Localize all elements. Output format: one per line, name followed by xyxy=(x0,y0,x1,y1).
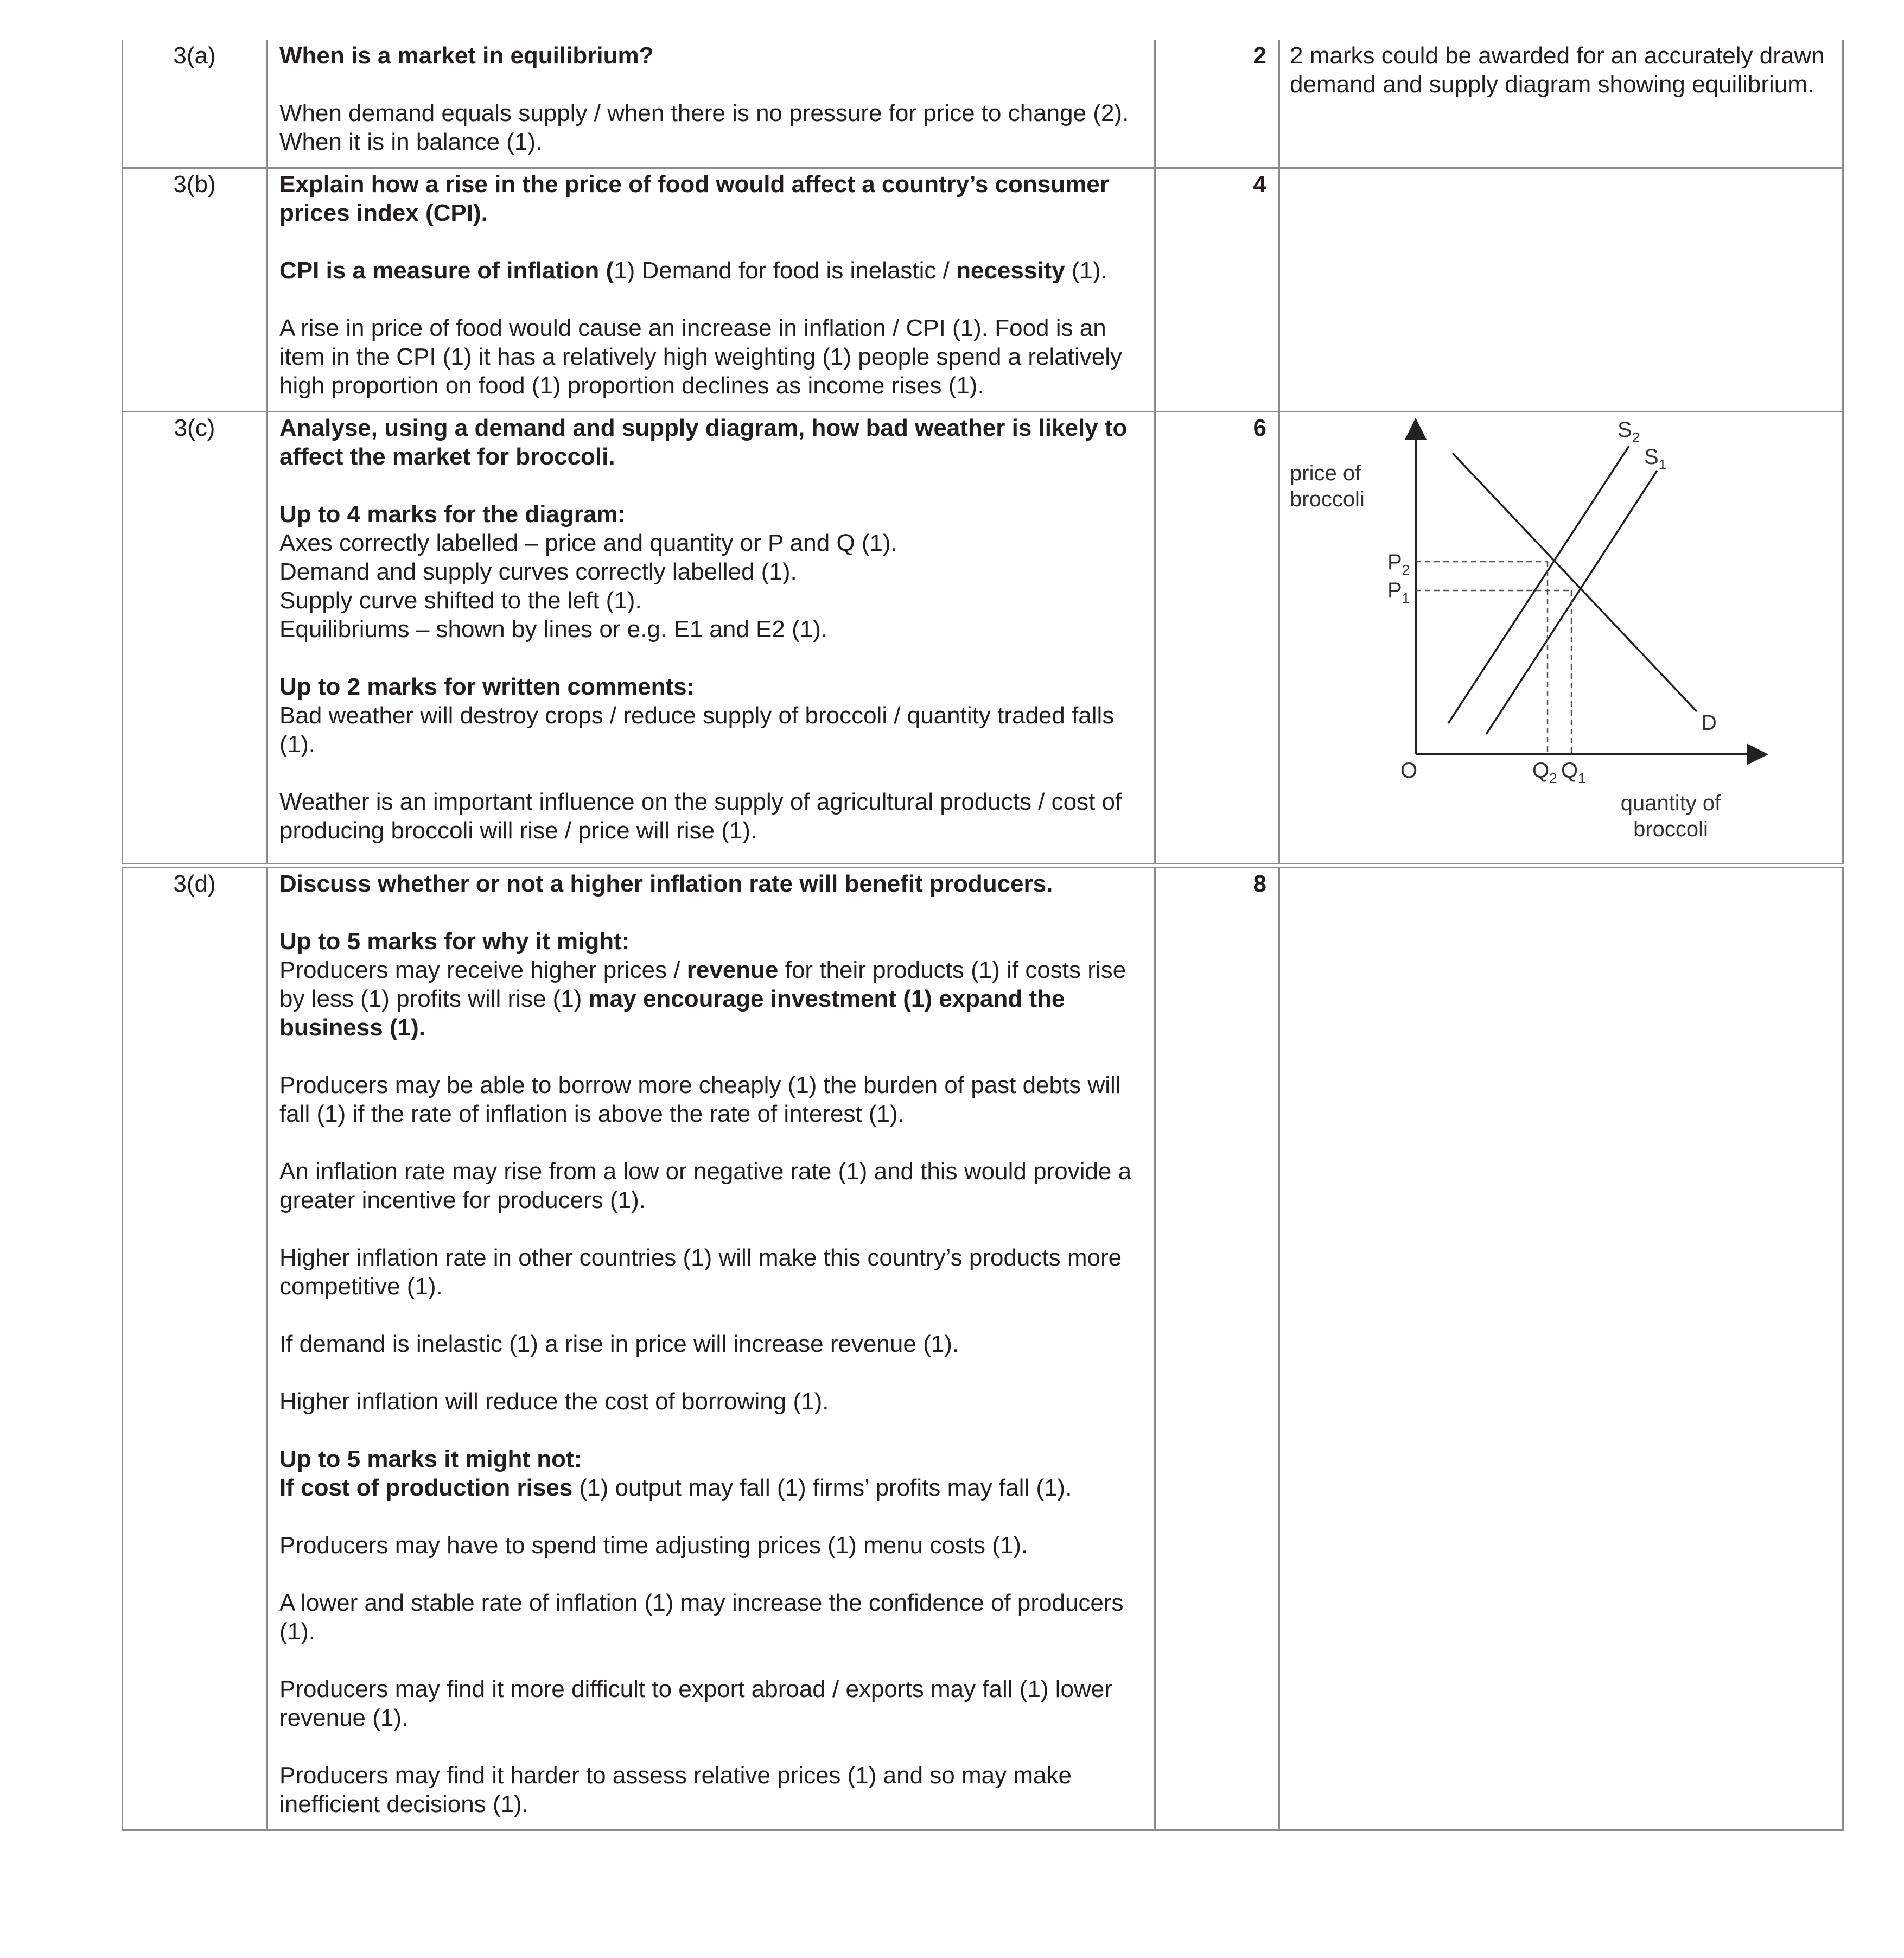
p1-label: $P_1$ xyxy=(1387,578,1410,606)
answer-paragraph xyxy=(279,1330,1142,1358)
bold-text-run: necessity xyxy=(956,257,1065,284)
answer-paragraph xyxy=(279,1675,1142,1732)
text-run: (1). xyxy=(1065,257,1107,284)
answer-paragraph xyxy=(279,787,1142,845)
question-number: 3(d) xyxy=(123,866,267,1830)
demand-curve xyxy=(1453,453,1697,711)
answer-paragraph xyxy=(279,256,1142,285)
answer-paragraph xyxy=(279,1243,1142,1301)
table-row xyxy=(123,168,1843,412)
supply-demand-diagram xyxy=(1280,412,1823,863)
answer-paragraph xyxy=(279,869,1142,898)
answer-paragraph xyxy=(279,1445,1142,1502)
mark-scheme-table xyxy=(122,40,1844,1831)
q1-label: $Q_1$ xyxy=(1561,759,1586,786)
question-number: 3(b) xyxy=(123,168,267,412)
d-label: D xyxy=(1701,711,1717,735)
y-axis-label: price of broccoli xyxy=(1290,461,1365,511)
bold-text-run: CPI is a measure of inflation ( xyxy=(279,257,614,284)
x-axis-label: quantity of broccoli xyxy=(1620,791,1721,841)
text-run: An inflation rate may rise from a low or negative rate (1) and this would provide a greater incentive for producers (1). xyxy=(279,1158,1132,1213)
table-row xyxy=(123,40,1843,168)
text-run: Producers may be able to borrow more cheaply (1) the burden of past debts will fall (1) if the rate of inflation is above the rate of interest (1). xyxy=(279,1072,1121,1127)
text-run: 1) Demand for food is inelastic / xyxy=(614,257,957,284)
text-run: (1) output may fall (1) firms’ profits may fall (1). xyxy=(572,1474,1072,1501)
q2-label: $Q_2$ xyxy=(1532,759,1557,786)
text-run: If demand is inelastic (1) a rise in price will increase revenue (1). xyxy=(279,1331,959,1357)
bold-text-run: Discuss whether or not a higher inflation rate will benefit producers. xyxy=(279,870,1053,897)
answer-paragraph xyxy=(279,1588,1142,1646)
bold-text-run: Analyse, using a demand and supply diagram, how bad weather is likely to affect the market for broccoli. xyxy=(279,415,1128,470)
table-row xyxy=(123,866,1843,1830)
text-run: A rise in price of food would cause an increase in inflation / CPI (1). Food is an item in the CPI (1) it has a relatively high weighting (1) people spend a relatively high proportion on food (1) proportion declines as income rises (1). xyxy=(279,315,1123,399)
marks-cell: 6 xyxy=(1155,412,1279,866)
bold-text-run: Explain how a rise in the price of food would affect a country’s consumer prices index (CPI). xyxy=(279,171,1109,226)
p2-label: $P_2$ xyxy=(1387,550,1410,578)
bold-text-run: Up to 5 marks for why it might: xyxy=(279,928,630,955)
text-run: Producers may find it more difficult to export abroad / exports may fall (1) lower revenue (1). xyxy=(279,1676,1112,1731)
mark-scheme-page xyxy=(122,40,1825,1831)
answer-paragraph xyxy=(279,414,1142,471)
bold-text-run: Up to 5 marks it might not: If cost of production rises xyxy=(279,1446,582,1501)
table-row xyxy=(123,412,1843,866)
answer-cell xyxy=(267,168,1155,412)
answer-paragraph xyxy=(279,314,1142,400)
text-run: for their products (1) if costs rise by less (1) profits will rise (1) xyxy=(279,957,1126,1012)
answer-paragraph xyxy=(279,41,1142,70)
answer-cell xyxy=(267,40,1155,168)
bold-text-run: revenue xyxy=(686,957,779,983)
answer-paragraph xyxy=(279,1387,1142,1416)
answer-text xyxy=(279,869,1142,1819)
text-run: Producers may find it harder to assess relative prices (1) and so may make inefficient decisions (1). xyxy=(279,1762,1072,1817)
text-run: Producers may have to spend time adjusting prices (1) menu costs (1). xyxy=(279,1532,1028,1559)
guidance-cell: 2 marks could be awarded for an accurately drawn demand and supply diagram showing equilibrium. xyxy=(1279,40,1843,168)
answer-cell xyxy=(267,412,1155,866)
text-run: Higher inflation rate in other countries (1) will make this country’s products more competitive (1). xyxy=(279,1244,1122,1300)
s1-label: $S_1$ xyxy=(1644,445,1667,473)
text-run: Weather is an important influence on the supply of agricultural products / cost of producing broccoli will rise / price will rise (1). xyxy=(279,789,1122,844)
answer-paragraph xyxy=(279,1761,1142,1819)
text-run: Producers may receive higher prices / xyxy=(279,957,680,983)
marks-cell: 8 xyxy=(1155,866,1279,1830)
answer-paragraph xyxy=(279,672,1142,759)
answer-paragraph xyxy=(279,1071,1142,1128)
guidance-cell xyxy=(1279,168,1843,412)
answer-text xyxy=(279,414,1142,845)
guidance-cell xyxy=(1279,866,1843,1830)
answer-paragraph xyxy=(279,1531,1142,1560)
text-run: Axes correctly labelled – price and quantity or P and Q (1). Demand and supply curves correctly labelled (1). Supply curve shifted to the left (1). Equilibriums – shown by lines or e.g. E1 and E2 (1). xyxy=(279,530,897,643)
text-run: Bad weather will destroy crops / reduce supply of broccoli / quantity traded falls (1). xyxy=(279,702,1115,758)
bold-text-run: may encourage investment (1) expand the business (1). xyxy=(279,986,1065,1041)
origin-label: O xyxy=(1400,759,1418,783)
guidance-cell xyxy=(1279,412,1843,866)
answer-cell xyxy=(267,866,1155,1830)
text-run: When demand equals supply / when there is no pressure for price to change (2). When it is in balance (1). xyxy=(279,100,1129,155)
answer-paragraph xyxy=(279,170,1142,227)
bold-text-run: Up to 4 marks for the diagram: xyxy=(279,501,626,527)
marks-cell: 2 xyxy=(1155,40,1279,168)
s2-label: $S_2$ xyxy=(1618,418,1640,446)
bold-text-run: When is a market in equilibrium? xyxy=(279,42,654,69)
question-number: 3(c) xyxy=(123,412,267,866)
answer-paragraph xyxy=(279,500,1142,644)
question-number: 3(a) xyxy=(123,40,267,168)
supply-curve-s2 xyxy=(1448,446,1629,723)
answer-paragraph xyxy=(279,927,1142,1042)
answer-paragraph xyxy=(279,1157,1142,1215)
text-run: A lower and stable rate of inflation (1) may increase the confidence of producers (1). xyxy=(279,1590,1124,1645)
marks-cell: 4 xyxy=(1155,168,1279,412)
answer-text xyxy=(279,170,1142,400)
answer-paragraph xyxy=(279,99,1142,156)
bold-text-run: Up to 2 marks for written comments: xyxy=(279,673,695,700)
text-run: Higher inflation will reduce the cost of borrowing (1). xyxy=(279,1388,829,1415)
answer-text xyxy=(279,41,1142,156)
